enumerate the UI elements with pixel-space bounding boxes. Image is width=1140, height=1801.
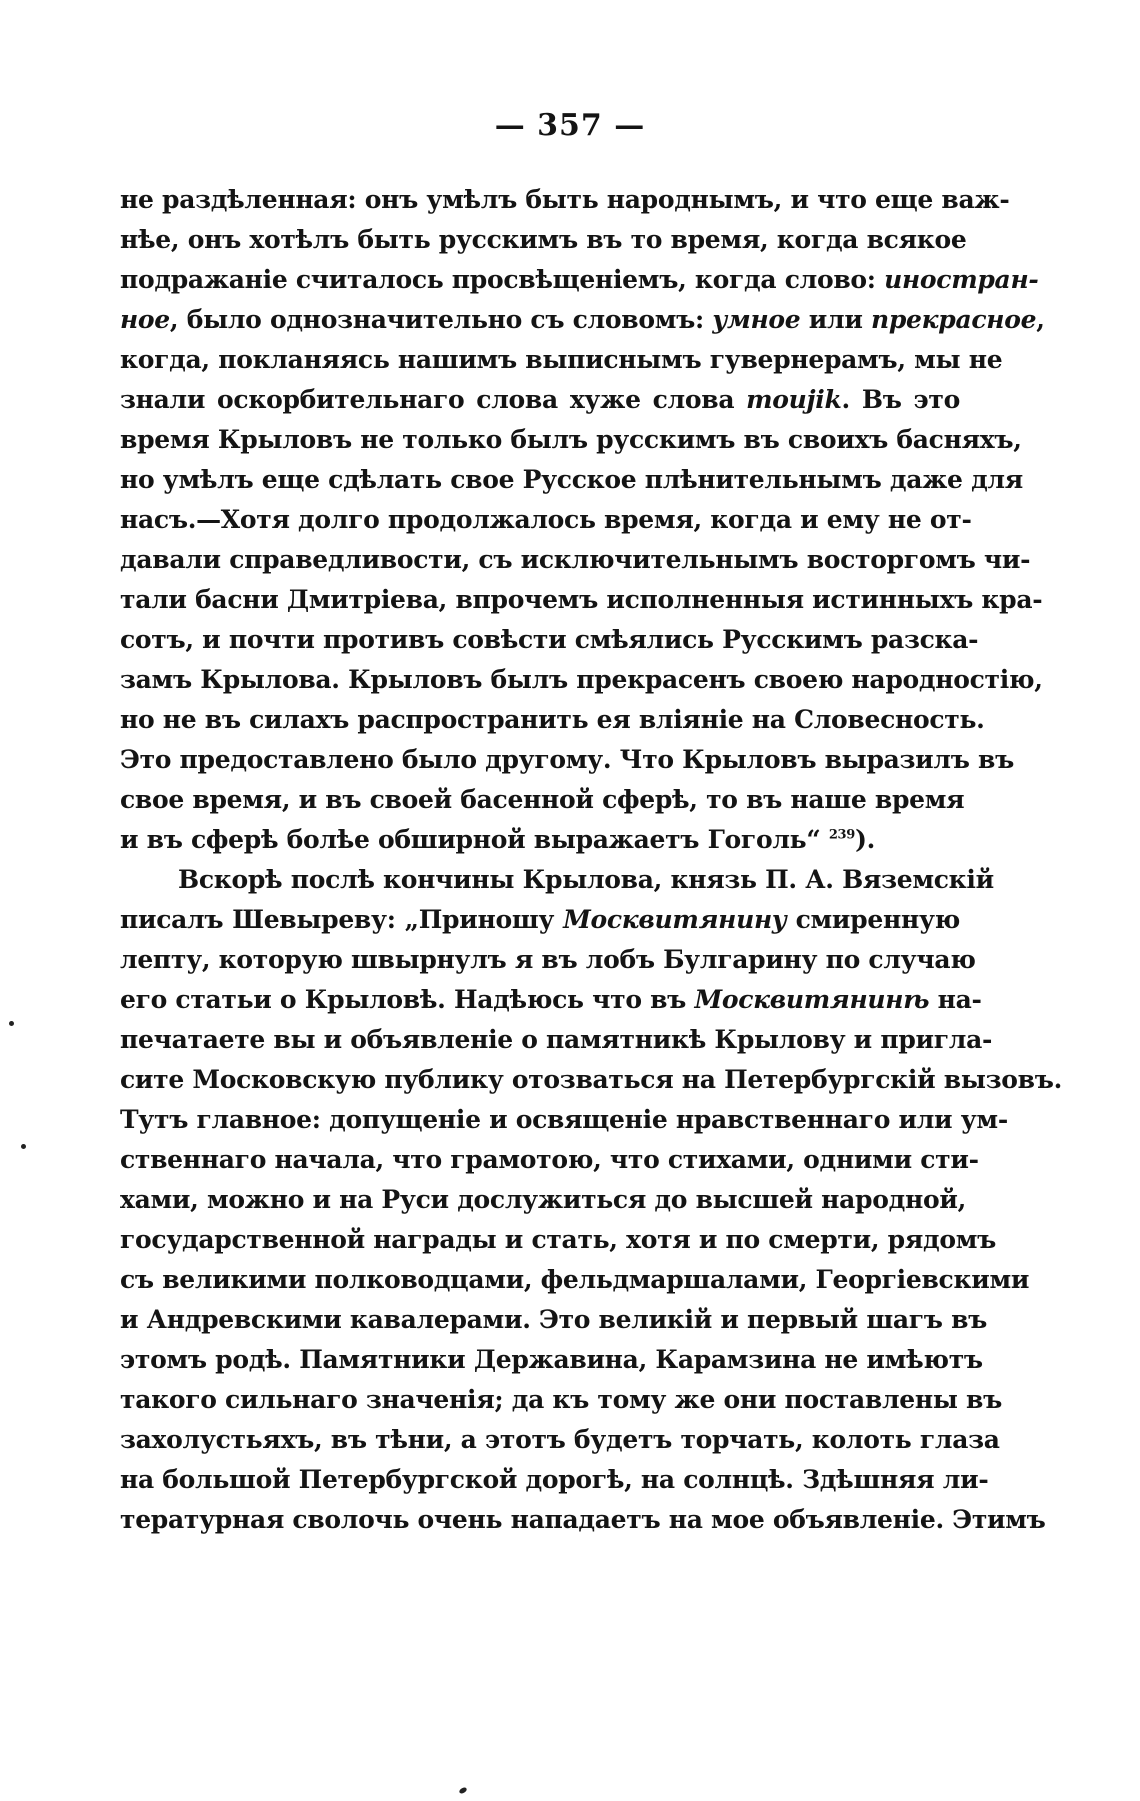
text-run: его статьи о Крыловѣ. Надѣюсь что въ bbox=[120, 985, 695, 1014]
text-line bbox=[120, 260, 1039, 300]
text-run: ственнаго начала, что грамотою, что стихами, одними сти- bbox=[120, 1145, 979, 1174]
margin-speck bbox=[9, 1021, 14, 1026]
text-run: тали басни Дмитріева, впрочемъ исполненныя истинныхъ кра- bbox=[120, 585, 1043, 614]
margin-speck bbox=[21, 1144, 26, 1149]
text-run: на- bbox=[929, 985, 982, 1014]
text-run: давали справедливости, съ исключительнымъ восторгомъ чи- bbox=[120, 545, 1031, 574]
text-run: или bbox=[800, 305, 871, 334]
text-line bbox=[120, 1060, 1062, 1100]
italic-run: иностран- bbox=[884, 265, 1039, 294]
text-run: не раздѣленная: онъ умѣлъ быть народнымъ, и что еще важ- bbox=[120, 185, 1010, 214]
text-run: и Андревскими кавалерами. Это великій и первый шагъ въ bbox=[120, 1305, 988, 1334]
text-line bbox=[120, 780, 965, 820]
text-run: но умѣлъ еще сдѣлать свое Русское плѣнительнымъ даже для bbox=[120, 465, 1023, 494]
page-number: — 357 — bbox=[494, 108, 646, 143]
text-line bbox=[120, 980, 982, 1020]
text-line bbox=[120, 1460, 989, 1500]
text-line bbox=[120, 1100, 1008, 1140]
text-run: сотъ, и почти противъ совѣсти смѣялись Русскимъ разска- bbox=[120, 625, 979, 654]
text-line bbox=[120, 220, 967, 260]
footnote-ref: 239 bbox=[828, 827, 856, 843]
text-line bbox=[120, 860, 994, 900]
text-run: лепту, которую швырнулъ я въ лобъ Булгарину по случаю bbox=[120, 945, 976, 974]
text-run: печатаете вы и объявленіе о памятникѣ Крылову и пригла- bbox=[120, 1025, 993, 1054]
text-run: ). bbox=[855, 825, 875, 854]
text-run: , bbox=[1036, 305, 1045, 334]
text-line bbox=[120, 300, 1045, 340]
text-run: когда, покланяясь нашимъ выписнымъ гувернерамъ, мы не bbox=[120, 345, 1003, 374]
text-run: Тутъ главное: допущеніе и освященіе нравственнаго или ум- bbox=[120, 1105, 1008, 1134]
text-run: но не въ силахъ распространить ея вліяніе на Словесность. bbox=[120, 705, 985, 734]
italic-run: прекрасное bbox=[870, 305, 1037, 334]
text-line bbox=[120, 1140, 979, 1180]
text-line bbox=[120, 900, 960, 940]
text-run: время Крыловъ не только былъ русскимъ въ своихъ басняхъ, bbox=[120, 425, 1022, 454]
text-run: писалъ Шевыреву: „Приношу bbox=[120, 905, 564, 934]
text-run: государственной награды и стать, хотя и по смерти, рядомъ bbox=[120, 1225, 997, 1254]
text-line bbox=[120, 740, 1014, 780]
text-line bbox=[120, 380, 960, 420]
ink-mark bbox=[458, 1786, 467, 1794]
text-line bbox=[120, 1380, 1002, 1420]
text-run: нѣе, онъ хотѣлъ быть русскимъ въ то время, когда всякое bbox=[120, 225, 967, 254]
italic-run: ное bbox=[120, 305, 170, 334]
text-line bbox=[120, 460, 1023, 500]
text-line bbox=[120, 580, 1043, 620]
text-line bbox=[120, 180, 1010, 220]
text-line bbox=[120, 420, 1022, 460]
text-run: и въ сферѣ болѣе обширной выражаетъ Гоголь“ bbox=[120, 825, 829, 854]
text-line bbox=[120, 620, 979, 660]
text-line bbox=[120, 1260, 1030, 1300]
text-run: знали оскорбительнаго слова хуже слова bbox=[120, 385, 747, 414]
text-run: замъ Крылова. Крыловъ былъ прекрасенъ своею народностію, bbox=[120, 665, 1043, 694]
text-line bbox=[120, 660, 1043, 700]
text-line bbox=[120, 940, 976, 980]
text-line bbox=[120, 1500, 1046, 1540]
text-line bbox=[120, 1300, 988, 1340]
italic-run: Москвитянинѣ bbox=[694, 985, 930, 1014]
paragraph-1 bbox=[120, 180, 1045, 860]
text-run: захолустьяхъ, въ тѣни, а этотъ будетъ торчать, колоть глаза bbox=[120, 1425, 1000, 1454]
text-run: съ великими полководцами, фельдмаршалами, Георгіевскими bbox=[120, 1265, 1030, 1294]
italic-run: Москвитянину bbox=[563, 905, 787, 934]
italic-run: умное bbox=[712, 305, 801, 334]
italic-run: moujik bbox=[746, 385, 842, 414]
text-run: Это предоставлено было другому. Что Крыловъ выразилъ въ bbox=[120, 745, 1014, 774]
text-run: тературная сволочь очень нападаетъ на мое объявленіе. Этимъ bbox=[120, 1505, 1046, 1534]
text-run: . Въ это bbox=[841, 385, 960, 414]
text-run: , было однозначительно съ словомъ: bbox=[169, 305, 713, 334]
text-run: свое время, и въ своей басенной сферѣ, то въ наше время bbox=[120, 785, 965, 814]
text-run: этомъ родѣ. Памятники Державина, Карамзина не имѣютъ bbox=[120, 1345, 983, 1374]
text-run: смиренную bbox=[786, 905, 960, 934]
text-run: подражаніе считалось просвѣщеніемъ, когда слово: bbox=[120, 265, 885, 294]
text-line bbox=[120, 700, 985, 740]
body-text bbox=[120, 180, 1062, 1540]
text-line bbox=[120, 1180, 966, 1220]
text-line bbox=[120, 1340, 983, 1380]
text-run: такого сильнаго значенія; да къ тому же они поставлены въ bbox=[120, 1385, 1002, 1414]
text-run: сите Московскую публику отозваться на Петербургскій вызовъ. bbox=[120, 1065, 1062, 1094]
text-line bbox=[120, 1220, 997, 1260]
text-run: насъ.—Хотя долго продолжалось время, когда и ему не от- bbox=[120, 505, 972, 534]
text-run: Вскорѣ послѣ кончины Крылова, князь П. А. Вяземскій bbox=[178, 865, 994, 894]
text-run: на большой Петербургской дорогѣ, на солнцѣ. Здѣшняя ли- bbox=[120, 1465, 989, 1494]
text-line bbox=[120, 1020, 993, 1060]
text-line bbox=[120, 540, 1031, 580]
text-run: хами, можно и на Руси дослужиться до высшей народной, bbox=[120, 1185, 966, 1214]
text-line bbox=[120, 820, 960, 860]
paragraph-2 bbox=[120, 860, 1062, 1540]
text-line bbox=[120, 500, 972, 540]
text-line bbox=[120, 1420, 1000, 1460]
text-line bbox=[120, 340, 1003, 380]
